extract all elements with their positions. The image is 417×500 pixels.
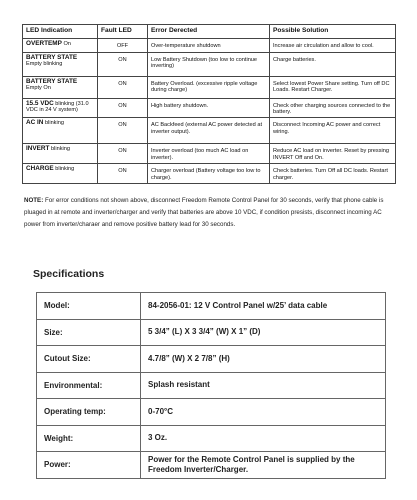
header-fault-led: Fault LED xyxy=(98,25,148,39)
solution-cell: Reduce AC load on inverter. Reset by pressing INVERT Off and On. xyxy=(270,144,396,164)
table-row xyxy=(23,164,396,184)
error-cell: Charger overload (Battery voltage too low to charge). xyxy=(148,164,270,184)
spec-row xyxy=(37,452,386,479)
solution-cell: Disconnect Incoming AC power and correct wiring. xyxy=(270,118,396,144)
note-text: For error conditions not shown above, disconnect Freedom Remote Control Panel for 30 seconds, verify that phone cable is pluaged in at remote and inverter/charger and verify that batteries are above 10 VDC, if condition presists, disconnect incoming AC power from inverter/charaer and remove positive battery lead for 30 seconds. xyxy=(24,197,384,228)
table-row xyxy=(23,53,396,77)
solution-cell: Select lowest Power Share setting. Turn off DC Loads. Restart Charger. xyxy=(270,77,396,99)
spec-row xyxy=(37,319,386,346)
fault-led-cell: ON xyxy=(98,144,148,164)
led-name: INVERT xyxy=(26,145,50,153)
led-name: OVERTEMP xyxy=(26,40,62,47)
led-state: Empty blinking xyxy=(26,61,63,68)
spec-value: Splash resistant xyxy=(141,372,386,399)
spec-value: 4.7/8” (W) X 2 7/8” (H) xyxy=(141,346,386,373)
specifications-table xyxy=(36,292,386,479)
spec-key: Environmental: xyxy=(37,372,141,399)
spec-key: Operating temp: xyxy=(37,399,141,426)
fault-led-cell: ON xyxy=(98,118,148,144)
solution-cell: Increase air circulation and allow to cool. xyxy=(270,39,396,53)
solution-cell: Check batteries. Turn Off all DC loads. Restart charger. xyxy=(270,164,396,184)
led-indication-cell xyxy=(23,164,98,184)
spec-row xyxy=(37,346,386,373)
led-state: Empty On xyxy=(26,85,51,92)
spec-value: 3 Oz. xyxy=(141,425,386,452)
led-name: AC IN xyxy=(26,119,44,127)
spec-row xyxy=(37,293,386,320)
specifications-heading: Specifications xyxy=(33,268,105,280)
error-cell: Over-temperature shutdown xyxy=(148,39,270,53)
led-indication-cell xyxy=(23,99,98,118)
fault-led-cell: ON xyxy=(98,164,148,184)
table-header-row xyxy=(23,25,396,39)
table-row xyxy=(23,99,396,118)
fault-led-cell: OFF xyxy=(98,39,148,53)
table-row xyxy=(23,118,396,144)
led-indication-cell xyxy=(23,53,98,77)
spec-value: Power for the Remote Control Panel is supplied by the Freedom Inverter/Charger. xyxy=(141,452,386,479)
error-cell: AC Backfeed (external AC power detected at inverter output). xyxy=(148,118,270,144)
error-cell: High battery shutdown. xyxy=(148,99,270,118)
spec-key: Size: xyxy=(37,319,141,346)
led-indication-cell xyxy=(23,118,98,144)
table-row xyxy=(23,39,396,53)
spec-key: Cutout Size: xyxy=(37,346,141,373)
spec-value: 84-2056-01: 12 V Control Panel w/25’ data cable xyxy=(141,293,386,320)
solution-cell: Check other charging sources connected to the battery. xyxy=(270,99,396,118)
header-possible-solution: Possible Solution xyxy=(270,25,396,39)
fault-led-cell: ON xyxy=(98,99,148,118)
spec-key: Model: xyxy=(37,293,141,320)
spec-key: Power: xyxy=(37,452,141,479)
led-name: CHARGE xyxy=(26,165,54,173)
led-indication-cell xyxy=(23,39,98,53)
error-cell: Battery Overload. (excessive ripple voltage during charge) xyxy=(148,77,270,99)
table-row xyxy=(23,144,396,164)
led-state: blinking xyxy=(51,146,70,153)
solution-cell: Charge batteries. xyxy=(270,53,396,77)
spec-key: Weight: xyxy=(37,425,141,452)
spec-row xyxy=(37,425,386,452)
led-name: BATTERY STATE xyxy=(26,78,78,85)
spec-value: 0-70°C xyxy=(141,399,386,426)
header-led-indication: LED Indication xyxy=(23,25,98,39)
led-name: 15.5 VDC xyxy=(26,100,54,107)
led-state: blinking (31.0 VDC in 24 V system) xyxy=(26,101,89,114)
fault-led-cell: ON xyxy=(98,77,148,99)
spec-row xyxy=(37,372,386,399)
led-indication-cell xyxy=(23,144,98,164)
fault-led-cell: ON xyxy=(98,53,148,77)
led-state: On xyxy=(63,41,71,47)
led-indication-table xyxy=(22,24,396,184)
spec-row xyxy=(37,399,386,426)
note-paragraph xyxy=(24,195,396,231)
note-label: NOTE: xyxy=(24,197,44,204)
error-cell: Low Battery Shutdown (too low to continue inverting) xyxy=(148,53,270,77)
spec-value: 5 3/4” (L) X 3 3/4” (W) X 1” (D) xyxy=(141,319,386,346)
error-cell: Inverter overload (too much AC load on inverter). xyxy=(148,144,270,164)
led-indication-cell xyxy=(23,77,98,99)
header-error-detected: Error Derected xyxy=(148,25,270,39)
led-state: blinking xyxy=(55,166,75,173)
led-state: blinking xyxy=(44,120,64,127)
led-name: BATTERY STATE xyxy=(26,54,78,61)
table-row xyxy=(23,77,396,99)
